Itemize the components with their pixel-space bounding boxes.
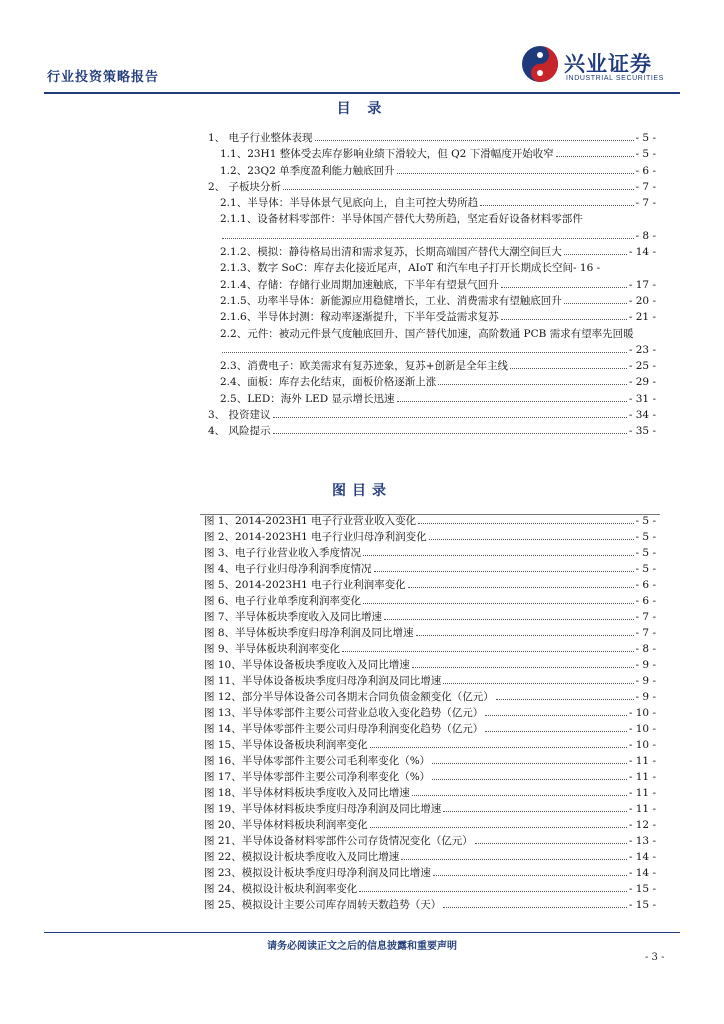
toc-entry-label: 2.1.1、设备材料零部件：半导体国产替代大势所趋，坚定看好设备材料零部件 <box>220 213 583 226</box>
figure-entry-label: 图 24、模拟设计板块利润率变化 <box>204 883 358 895</box>
figure-entry[interactable] <box>204 625 656 641</box>
figure-entry-page: - 10 - <box>628 723 656 735</box>
dot-leader <box>480 196 633 206</box>
figure-entry-page: - 14 - <box>628 851 656 863</box>
dot-leader <box>273 424 627 434</box>
toc-entry-page: - 21 - <box>628 311 656 324</box>
figure-entry-page: - 10 - <box>628 739 656 751</box>
figure-entry[interactable] <box>204 849 656 865</box>
figure-entry-label: 图 25、模拟设计主要公司库存周转天数趋势（天） <box>204 899 442 911</box>
figure-entry[interactable] <box>204 545 656 561</box>
figure-entry-label: 图 3、电子行业营业收入季度情况 <box>204 547 362 559</box>
figure-entry-page: - 11 - <box>628 755 656 767</box>
toc-entry-label: 2.1、半导体：半导体景气见底向上，自主可控大势所趋 <box>220 197 479 210</box>
toc-entry-page: - 23 - <box>628 343 656 356</box>
figure-entry-page: - 14 - <box>628 867 656 879</box>
company-logo <box>520 44 680 94</box>
logo-chinese-name: 兴业证券 <box>564 52 652 76</box>
figure-entry[interactable] <box>204 737 656 753</box>
dot-leader <box>564 245 627 255</box>
figure-entry[interactable] <box>204 881 656 897</box>
figure-entry-page: - 6 - <box>635 595 656 607</box>
figure-entry[interactable] <box>204 609 656 625</box>
dot-leader <box>363 594 634 604</box>
figure-entry[interactable] <box>204 689 656 705</box>
dot-leader <box>222 229 634 239</box>
dot-leader <box>432 770 627 780</box>
toc-entry[interactable] <box>200 391 656 407</box>
toc-entry-page: - 16 - <box>573 262 601 275</box>
toc-entry-label: 2.1.2、模拟：静待格局出清和需求复苏，长期高端国产替代大潮空间巨大 <box>220 246 562 259</box>
page-number: - 3 - <box>645 952 665 963</box>
figure-entry[interactable] <box>204 705 656 721</box>
figure-entry-label: 图 22、模拟设计板块季度收入及同比增速 <box>204 851 400 863</box>
figure-entry-label: 图 4、电子行业归母净利润季度情况 <box>204 563 372 575</box>
figure-entry-page: - 12 - <box>628 819 656 831</box>
footer-rule <box>44 932 680 933</box>
figure-entry-label: 图 5、2014-2023H1 电子行业利润率变化 <box>204 579 406 591</box>
figure-entry-label: 图 7、半导体板块季度收入及同比增速 <box>204 611 383 623</box>
toc-entry-label: 2.5、LED：海外 LED 显示增长迅速 <box>220 392 395 405</box>
dot-leader <box>432 754 627 764</box>
figure-entry-page: - 13 - <box>628 835 656 847</box>
figure-entry[interactable] <box>204 529 656 545</box>
dot-leader <box>374 562 634 572</box>
toc-entry-label: 1、 电子行业整体表现 <box>208 132 313 144</box>
figure-entry-page: - 11 - <box>628 771 656 783</box>
dot-leader <box>418 514 633 524</box>
dot-leader <box>370 818 627 828</box>
header-rule <box>44 92 680 94</box>
toc-entry-label: 2.2、元件：被动元件景气度触底回升、国产替代加速，高阶数通 PCB 需求有望率先回暖 <box>220 327 634 340</box>
figure-entry[interactable] <box>204 641 656 657</box>
dot-leader <box>443 802 627 812</box>
figure-entry-page: - 10 - <box>628 707 656 719</box>
dot-leader <box>359 882 627 892</box>
toc-entry-label: 1.1、23H1 整体受去库存影响业绩下滑较大，但 Q2 下滑幅度开始收窄 <box>220 148 554 161</box>
figure-entry-page: - 5 - <box>635 531 656 543</box>
figure-entry-label: 图 16、半导体零部件主要公司毛利率变化（%） <box>204 755 431 767</box>
dot-leader <box>433 866 627 876</box>
toc-entry[interactable] <box>200 374 656 390</box>
figure-entry-label: 图 18、半导体材料板块季度收入及同比增速 <box>204 787 410 799</box>
toc-entry[interactable] <box>200 130 656 146</box>
toc-entry[interactable] <box>200 423 656 439</box>
figure-entry-page: - 9 - <box>635 659 656 671</box>
figure-entry-label: 图 12、部分半导体设备公司各期末合同负债金额变化（亿元） <box>204 691 494 703</box>
toc-entry[interactable] <box>200 195 656 211</box>
toc-entry-label: 2.1.5、功率半导体：新能源应用稳健增长，工业、消费需求有望触底回升 <box>220 294 562 307</box>
toc-entry-page: - 7 - <box>635 180 656 193</box>
toc-entry-label: 2.1.4、存储：存储行业周期加速触底，下半年有望景气回升 <box>220 278 499 291</box>
table-of-contents <box>200 130 656 440</box>
toc-entry[interactable] <box>200 293 656 309</box>
toc-entry-label: 1.2、23Q2 单季度盈利能力触底回升 <box>220 164 395 177</box>
figure-entry[interactable] <box>204 673 656 689</box>
toc-entry-label: 2.1.3、数字 SoC：库存去化接近尾声，AIoT 和汽车电子打开长期成长空间 <box>220 262 573 275</box>
figure-entry-page: - 5 - <box>635 547 656 559</box>
figure-entry-page: - 11 - <box>628 787 656 799</box>
figure-entry-page: - 9 - <box>635 691 656 703</box>
figure-entry[interactable] <box>204 817 656 833</box>
toc-entry-page: - 14 - <box>628 246 656 259</box>
logo-mark-icon <box>520 44 560 84</box>
dot-leader <box>397 392 627 402</box>
toc-entry-label: 2.4、面板：库存去化结束，面板价格逐渐上涨 <box>220 376 437 389</box>
figure-list <box>204 513 656 913</box>
toc-entry-page: - 7 - <box>635 197 656 210</box>
toc-entry-label: 2.1.6、半导体封测：稼动率逐渐提升，下半年受益需求复苏 <box>220 311 499 324</box>
figure-entry[interactable] <box>204 865 656 881</box>
figure-entry-label: 图 21、半导体设备材料零部件公司存货情况变化（亿元） <box>204 835 473 847</box>
dot-leader <box>363 546 634 556</box>
figure-entry[interactable] <box>204 801 656 817</box>
toc-entry-page: - 34 - <box>628 409 656 422</box>
figure-entry-page: - 5 - <box>635 515 656 527</box>
logo-english-name: INDUSTRIAL SECURITIES <box>566 75 664 82</box>
dot-leader <box>564 294 627 304</box>
dot-leader <box>438 375 627 385</box>
dot-leader <box>222 343 627 353</box>
figure-entry-page: - 15 - <box>628 883 656 895</box>
toc-entry-label: 2、 子板块分析 <box>208 180 282 193</box>
toc-entry-label: 2.3、消费电子：欧美需求有复苏迹象，复苏+创新是全年主线 <box>220 360 508 373</box>
figure-entry[interactable] <box>204 833 656 849</box>
dot-leader <box>501 278 627 288</box>
dot-leader <box>485 706 627 716</box>
dot-leader <box>408 578 634 588</box>
toc-entry[interactable] <box>200 211 656 244</box>
toc-entry[interactable] <box>200 260 656 276</box>
dot-leader <box>370 738 627 748</box>
dot-leader <box>315 131 634 141</box>
dot-leader <box>416 626 634 636</box>
toc-entry[interactable] <box>200 358 656 374</box>
toc-entry-page: - 25 - <box>628 360 656 373</box>
toc-entry-page: - 17 - <box>628 278 656 291</box>
toc-entry-page: - 29 - <box>628 376 656 389</box>
dot-leader <box>475 834 627 844</box>
toc-entry-page: - 8 - <box>635 229 656 242</box>
toc-entry[interactable] <box>200 146 656 162</box>
figure-entry[interactable] <box>204 513 656 529</box>
dot-leader <box>273 408 627 418</box>
figure-list-title: 图目录 <box>332 483 392 499</box>
toc-title: 目 录 <box>336 101 388 117</box>
figure-entry-page: - 9 - <box>635 675 656 687</box>
figure-entry-label: 图 6、电子行业单季度利润率变化 <box>204 595 362 607</box>
toc-entry[interactable] <box>200 163 656 179</box>
figure-entry-page: - 8 - <box>635 643 656 655</box>
toc-entry[interactable] <box>200 179 656 195</box>
toc-entry-page: - 6 - <box>635 164 656 177</box>
toc-entry-page: - 20 - <box>628 294 656 307</box>
figure-entry[interactable] <box>204 577 656 593</box>
figure-entry-page: - 15 - <box>628 899 656 911</box>
figure-entry-label: 图 9、半导体板块利润率变化 <box>204 643 341 655</box>
dot-leader <box>283 180 634 190</box>
disclaimer-notice: 请务必阅读正文之后的信息披露和重要声明 <box>267 941 457 952</box>
figure-entry-page: - 6 - <box>635 579 656 591</box>
figure-entry[interactable] <box>204 769 656 785</box>
toc-entry-page: - 35 - <box>628 425 656 438</box>
figure-entry-label: 图 8、半导体板块季度归母净利润及同比增速 <box>204 627 414 639</box>
dot-leader <box>510 359 627 369</box>
figure-entry-label: 图 13、半导体零部件主要公司营业总收入变化趋势（亿元） <box>204 707 484 719</box>
figure-entry-label: 图 20、半导体材料板块利润率变化 <box>204 819 368 831</box>
figure-entry[interactable] <box>204 897 656 913</box>
toc-entry[interactable] <box>200 326 656 359</box>
toc-entry[interactable] <box>200 277 656 293</box>
figure-entry-label: 图 14、半导体零部件主要公司归母净利润变化趋势（亿元） <box>204 723 484 735</box>
figure-entry-label: 图 1、2014-2023H1 电子行业营业收入变化 <box>204 515 417 527</box>
figure-entry-label: 图 11、半导体设备板块季度归母净利润及同比增速 <box>204 675 442 687</box>
toc-entry[interactable] <box>200 407 656 423</box>
figure-entry[interactable] <box>204 785 656 801</box>
dot-leader <box>412 658 634 668</box>
toc-entry-page: - 31 - <box>628 392 656 405</box>
report-type-label: 行业投资策略报告 <box>47 70 160 85</box>
dot-leader <box>443 898 627 908</box>
figure-entry-label: 图 2、2014-2023H1 电子行业归母净利润变化 <box>204 531 427 543</box>
dot-leader <box>342 642 634 652</box>
toc-entry-page: - 5 - <box>635 148 656 161</box>
figure-entry[interactable] <box>204 721 656 737</box>
dot-leader <box>384 610 634 620</box>
figure-entry-page: - 5 - <box>635 563 656 575</box>
toc-entry[interactable] <box>200 309 656 325</box>
figure-entry-label: 图 10、半导体设备板块季度收入及同比增速 <box>204 659 410 671</box>
dot-leader <box>485 722 627 732</box>
figure-entry-label: 图 19、半导体材料板块季度归母净利润及同比增速 <box>204 803 442 815</box>
figure-entry[interactable] <box>204 753 656 769</box>
dot-leader <box>401 850 627 860</box>
dot-leader <box>443 674 633 684</box>
figure-entry-label: 图 17、半导体零部件主要公司净利率变化（%） <box>204 771 431 783</box>
dot-leader <box>501 310 627 320</box>
toc-entry-page: - 5 - <box>635 132 656 144</box>
toc-entry[interactable] <box>200 244 656 260</box>
figure-entry-page: - 11 - <box>628 803 656 815</box>
figure-entry[interactable] <box>204 561 656 577</box>
figure-entry[interactable] <box>204 657 656 673</box>
figure-entry-label: 图 23、模拟设计板块季度归母净利润及同比增速 <box>204 867 431 879</box>
dot-leader <box>556 147 634 157</box>
dot-leader <box>496 690 634 700</box>
figure-entry-label: 图 15、半导体设备板块利润率变化 <box>204 739 368 751</box>
toc-entry-label: 4、 风险提示 <box>208 425 271 438</box>
figure-entry-page: - 7 - <box>635 627 656 639</box>
dot-leader <box>397 164 634 174</box>
dot-leader <box>412 786 627 796</box>
figure-entry-page: - 7 - <box>635 611 656 623</box>
toc-entry-continuation <box>220 228 656 244</box>
figure-entry[interactable] <box>204 593 656 609</box>
toc-entry-label: 3、 投资建议 <box>208 409 271 422</box>
dot-leader <box>429 530 634 540</box>
toc-entry-continuation <box>220 342 656 358</box>
